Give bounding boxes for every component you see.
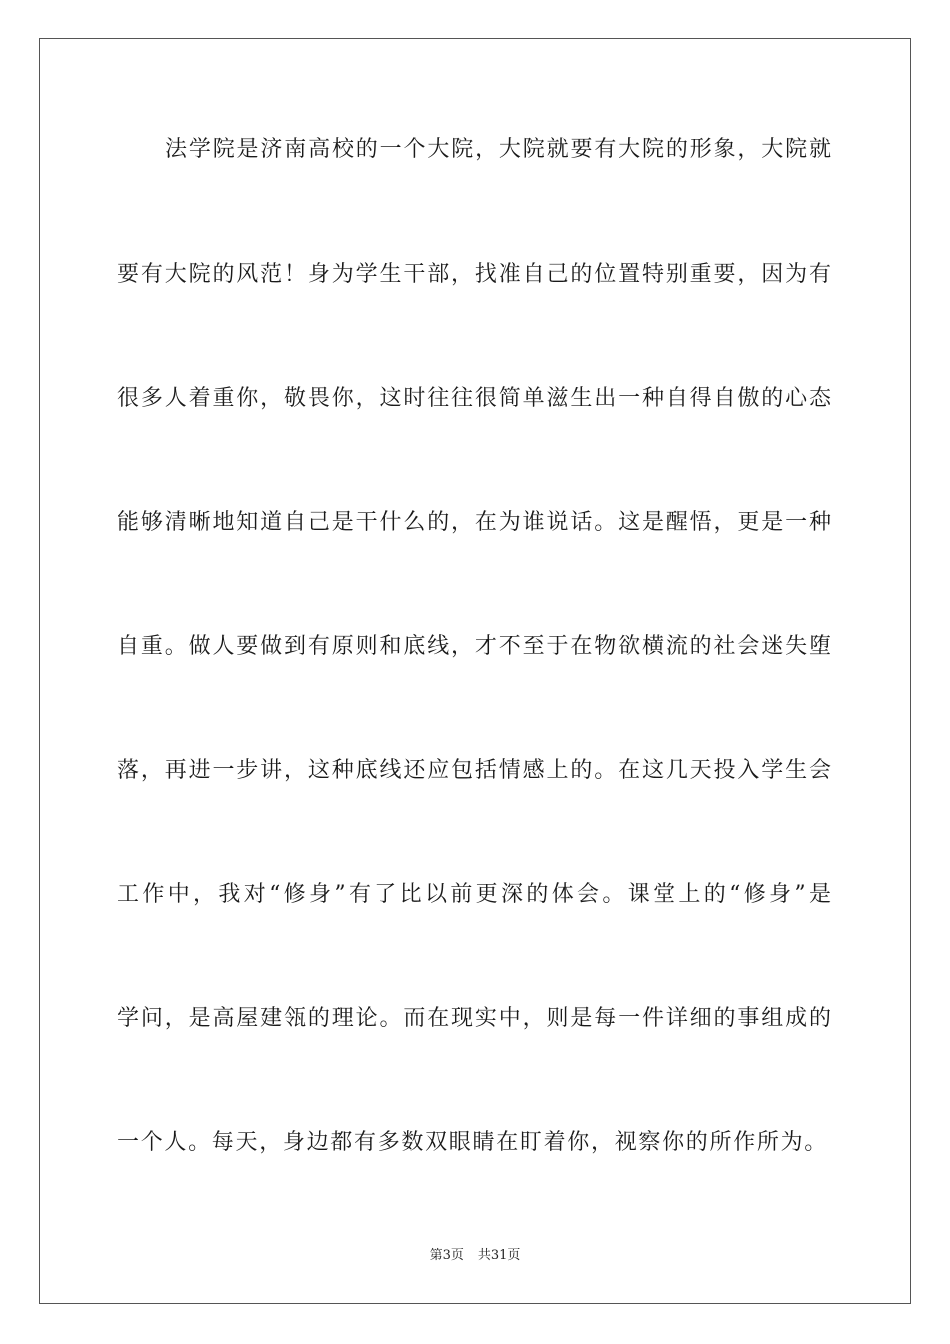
paragraph-line-9: 一个人。每天，身边都有多数双眼睛在盯着你，视察你的所作所为。 [117,1130,829,1155]
paragraph-line-1: 法学院是济南高校的一个大院，大院就要有大院的形象，大院就 [165,137,831,162]
page-footer [0,1246,950,1266]
page-border [39,38,911,1304]
paragraph-line-5: 自重。做人要做到有原则和底线，才不至于在物欲横流的社会迷失堕 [117,634,831,659]
page-number-total: 共31页 [477,1248,521,1263]
paragraph-line-3: 很多人着重你，敬畏你，这时往往很简单滋生出一种自得自傲的心态 [117,386,831,411]
paragraph-line-2: 要有大院的风范！身为学生干部，找准自己的位置特别重要，因为有 [117,262,831,287]
paragraph-line-8: 学问，是高屋建瓴的理论。而在现实中，则是每一件详细的事组成的 [117,1006,831,1031]
page-number-current: 第3页 [429,1248,464,1263]
paragraph-line-7: 工作中，我对“修身”有了比以前更深的体会。课堂上的“修身”是 [117,882,831,907]
paragraph-line-4: 能够清晰地知道自己是干什么的，在为谁说话。这是醒悟，更是一种 [117,510,831,535]
paragraph-line-6: 落，再进一步讲，这种底线还应包括情感上的。在这几天投入学生会 [117,758,831,783]
